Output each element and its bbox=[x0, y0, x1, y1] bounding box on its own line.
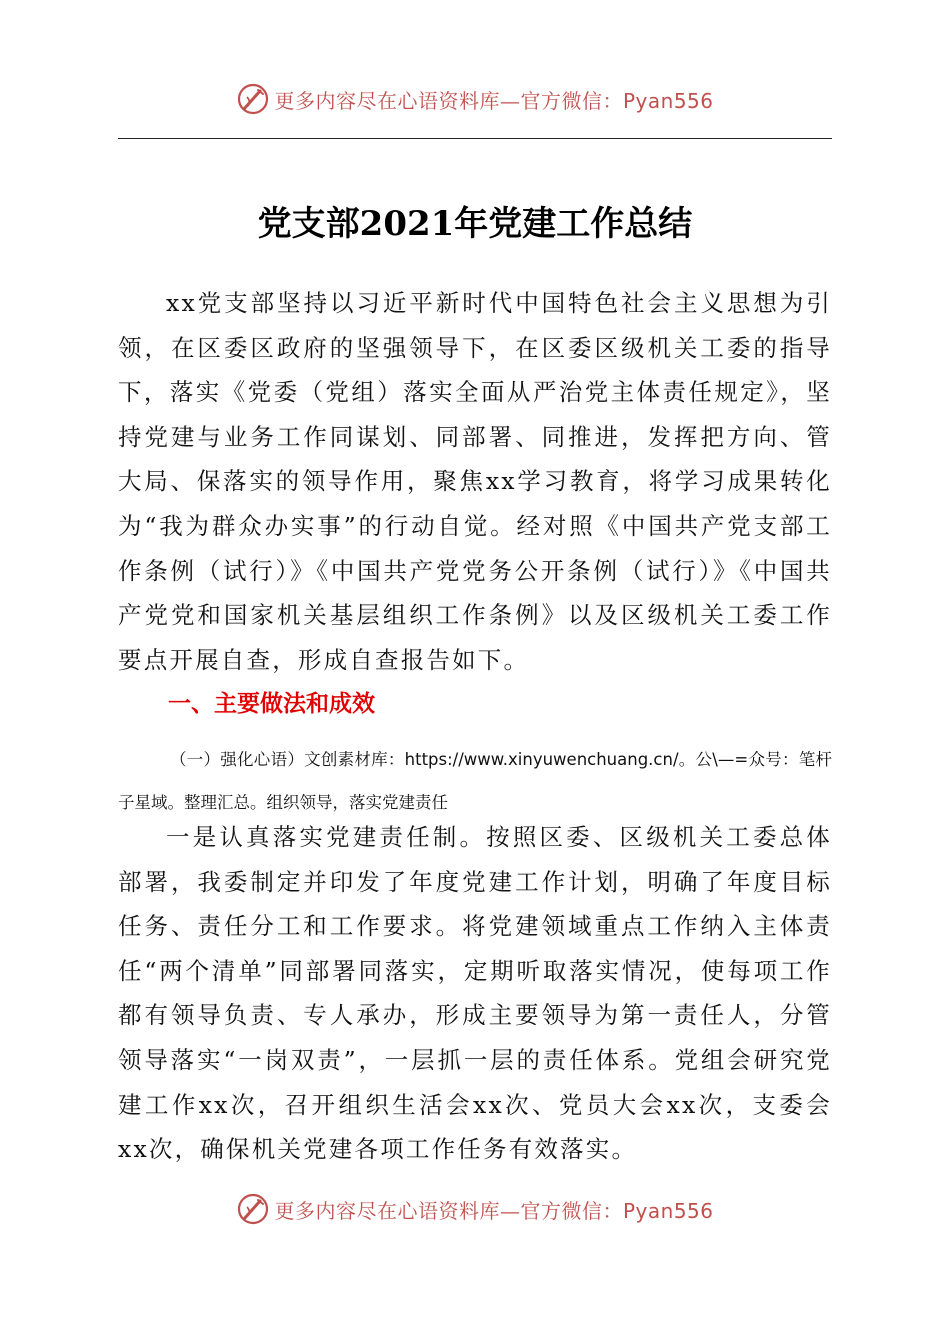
header-divider bbox=[118, 138, 832, 139]
subsection-heading: （一）强化心语）文创素材库：https://www.xinyuwenchuang.cn/。公\—=众号：笔杆子星域。整理汇总。组织领导，落实党建责任 bbox=[118, 750, 832, 812]
intro-paragraph: xx党支部坚持以习近平新时代中国特色社会主义思想为引领，在区委区政府的坚强领导下，在区委区级机关工委的指导下，落实《党委（党组）落实全面从严治党主体责任规定》，坚持党建与业务工作同谋划、同部署、同推进，发挥把方向、管大局、保落实的领导作用，聚焦xx学习教育，将学习成果转化为“我为群众办实事”的行动自觉。经对照《中国共产党支部工作条例（试行）》《中国共产党党务公开条例（试行）》《中国共产党党和国家机关基层组织工作条例》以及区级机关工委工作要点开展自查，形成自查报告如下。 bbox=[118, 289, 832, 674]
document-title: 党支部2021年党建工作总结 bbox=[257, 204, 693, 244]
header-watermark-banner bbox=[0, 82, 950, 116]
banner-wechat-id: Pyan556 bbox=[622, 88, 714, 113]
pen-logo-icon bbox=[236, 82, 270, 116]
banner-text-cn: 更多内容尽在心语资料库—官方微信： bbox=[274, 1198, 623, 1223]
section-heading: 一、主要做法和成效 bbox=[168, 691, 375, 717]
body-paragraph: 一是认真落实党建责任制。按照区委、区级机关工委总体部署，我委制定并印发了年度党建工作计划，明确了年度目标任务、责任分工和工作要求。将党建领域重点工作纳入主体责任“两个清单”同部署同落实，定期听取落实情况，使每项工作都有领导负责、专人承办，形成主要领导为第一责任人，分管领导落实“一岗双责”，一层抓一层的责任体系。党组会研究党建工作xx次，召开组织生活会xx次、党员大会xx次，支委会xx次，确保机关党建各项工作任务有效落实。 bbox=[118, 823, 832, 1164]
banner-text bbox=[274, 85, 713, 114]
banner-text bbox=[274, 1195, 713, 1224]
banner-text-cn: 更多内容尽在心语资料库—官方微信： bbox=[274, 88, 623, 113]
banner-wechat-id: Pyan556 bbox=[622, 1198, 714, 1223]
footer-watermark-banner bbox=[0, 1192, 950, 1226]
pen-logo-icon bbox=[236, 1192, 270, 1226]
